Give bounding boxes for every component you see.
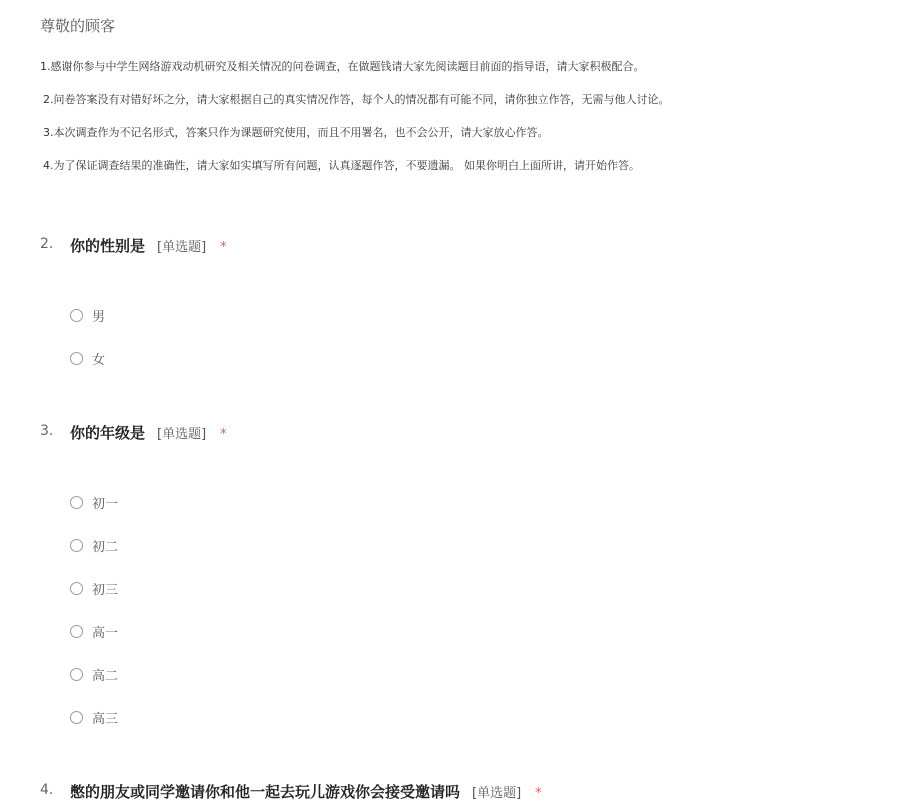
question-type-label: [单选题]: [472, 786, 522, 801]
radio-button[interactable]: [70, 539, 83, 552]
radio-button[interactable]: [70, 668, 83, 681]
option-label: 初二: [92, 539, 119, 555]
question-title-text: 憋的朋友或同学邀请你和他一起去玩儿游戏你会接受邀请吗: [70, 783, 461, 801]
option-label: 高二: [92, 668, 119, 684]
option-grade-11[interactable]: [70, 664, 118, 684]
option-grade-7[interactable]: [70, 492, 118, 512]
option-grade-12[interactable]: [70, 707, 118, 727]
option-grade-10[interactable]: [70, 621, 118, 641]
option-grade-9[interactable]: [70, 578, 118, 598]
question-type-label: [单选题]: [157, 427, 207, 442]
question-title-text: 你的年级是: [70, 424, 146, 442]
question-type-label: [单选题]: [157, 240, 207, 255]
question-title: [70, 781, 542, 802]
greeting-heading: 尊敬的顾客: [40, 17, 116, 35]
option-female[interactable]: [70, 348, 105, 368]
question-number: 4.: [40, 782, 54, 798]
radio-button[interactable]: [70, 352, 83, 365]
radio-button[interactable]: [70, 582, 83, 595]
required-marker: *: [220, 240, 227, 255]
radio-button[interactable]: [70, 496, 83, 509]
option-label: 男: [92, 309, 106, 325]
option-label: 女: [92, 352, 106, 368]
intro-line-4: 4.为了保证调查结果的准确性，请大家如实填写所有问题，认真逐题作答，不要遗漏。 如果你明白上面所讲，请开始作答。: [43, 159, 640, 172]
option-label: 初三: [92, 582, 119, 598]
option-male[interactable]: [70, 305, 105, 325]
required-marker: *: [535, 786, 542, 801]
radio-button[interactable]: [70, 711, 83, 724]
required-marker: *: [220, 427, 227, 442]
intro-line-2: 2.问卷答案没有对错好坏之分，请大家根据自己的真实情况作答，每个人的情况都有可能不同，请你独立作答，无需与他人讨论。: [43, 93, 670, 106]
question-title-text: 你的性别是: [70, 237, 146, 255]
question-number: 2.: [40, 236, 54, 252]
option-label: 初一: [92, 496, 119, 512]
intro-line-3: 3.本次调查作为不记名形式，答案只作为课题研究使用，而且不用署名，也不会公开，请大家放心作答。: [43, 126, 549, 139]
radio-button[interactable]: [70, 625, 83, 638]
question-number: 3.: [40, 423, 54, 439]
question-title: [70, 422, 227, 443]
option-grade-8[interactable]: [70, 535, 118, 555]
intro-line-1: 1.感谢你参与中学生网络游戏动机研究及相关情况的问卷调查，在做题钱请大家先阅读题目前面的指导语，请大家积极配合。: [40, 60, 645, 73]
radio-button[interactable]: [70, 309, 83, 322]
option-label: 高一: [92, 625, 119, 641]
question-title: [70, 235, 227, 256]
option-label: 高三: [92, 711, 119, 727]
